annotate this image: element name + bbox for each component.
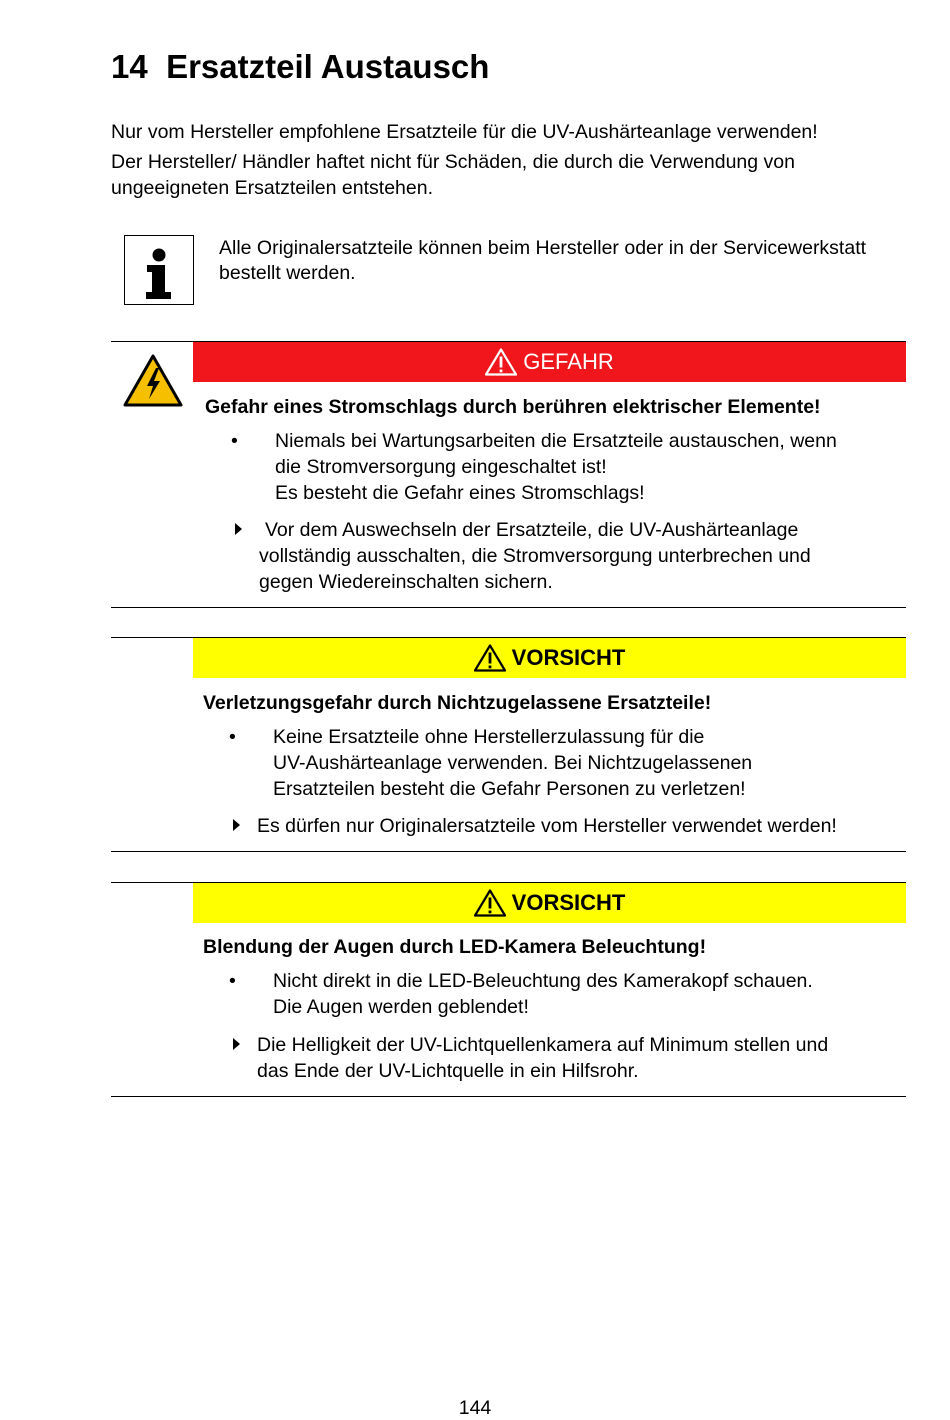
caution2-action-line-1: Die Helligkeit der UV-Lichtquellenkamera auf Minimum stellen und (257, 1034, 829, 1056)
caution1-bullet-line-1: Keine Ersatzteile ohne Herstellerzulassung für die (273, 726, 705, 748)
danger-action-line-1: Vor dem Auswechseln der Ersatzteile, die UV-Aushärteanlage (265, 519, 799, 541)
caution1-bullet-line-2: UV-Aushärteanlage verwenden. Bei Nichtzugelassenen (273, 752, 753, 774)
caution2-bottom-rule (111, 1096, 906, 1097)
caution1-bullet-dot: • (229, 726, 236, 748)
warning-triangle-icon (474, 644, 506, 672)
caution2-signal-word: VORSICHT (511, 890, 626, 915)
intro-line-1: Nur vom Hersteller empfohlene Ersatzteile für die UV-Aushärteanlage verwenden! (111, 121, 818, 143)
chapter-title: Ersatzteil Austausch (166, 48, 490, 85)
danger-bullet-dot: • (231, 430, 238, 452)
caution1-bullet-line-3: Ersatzteilen besteht die Gefahr Personen zu verletzen! (273, 778, 746, 800)
intro-line-2: Der Hersteller/ Händler haftet nicht für Schäden, die durch die Verwendung von ungeeigneten Ersatzteilen entstehen. (111, 151, 795, 199)
caution2-action-arrow-icon (233, 1038, 240, 1050)
caution2-bullet-line-1: Nicht direkt in die LED-Beleuchtung des Kamerakopf schauen. (273, 970, 813, 992)
caution1-signal-word: VORSICHT (511, 645, 626, 670)
caution2-bullet-dot: • (229, 970, 236, 992)
danger-action-arrow-icon (235, 523, 242, 535)
danger-bullet-line-2: die Stromversorgung eingeschaltet ist! (275, 456, 607, 478)
caution1-banner (193, 638, 906, 678)
electric-hazard-icon (123, 354, 183, 412)
caution1-action-arrow-icon (233, 819, 240, 831)
caution1-action-line-1: Es dürfen nur Originalersatzteile vom Hersteller verwendet werden! (257, 815, 837, 837)
caution1-bottom-rule (111, 851, 906, 852)
danger-title: Gefahr eines Stromschlags durch berühren elektrischer Elemente! (205, 396, 821, 418)
warning-triangle-icon (485, 348, 517, 376)
caution2-bullet-line-2: Die Augen werden geblendet! (273, 996, 529, 1018)
chapter-number: 14 (111, 48, 148, 85)
warning-triangle-icon (474, 889, 506, 917)
danger-signal-word: GEFAHR (523, 349, 614, 374)
caution2-action-line-2: das Ende der UV-Lichtquelle in ein Hilfsrohr. (257, 1060, 639, 1082)
danger-action-line-2: vollständig ausschalten, die Stromversorgung unterbrechen und (259, 545, 811, 567)
caution2-banner (193, 883, 906, 923)
danger-action-line-3: gegen Wiedereinschalten sichern. (259, 571, 553, 593)
danger-bottom-rule (111, 607, 906, 608)
info-icon (124, 235, 194, 305)
danger-bullet-line-1: Niemals bei Wartungsarbeiten die Ersatzteile austauschen, wenn (275, 430, 837, 452)
caution2-title: Blendung der Augen durch LED-Kamera Beleuchtung! (203, 936, 707, 958)
info-note-text: Alle Originalersatzteile können beim Hersteller oder in der Servicewerkstatt bestellt werden. (219, 237, 867, 284)
page-number: 144 (458, 1397, 492, 1419)
danger-bullet-line-3: Es besteht die Gefahr eines Stromschlags! (275, 482, 645, 504)
caution1-title: Verletzungsgefahr durch Nichtzugelassene Ersatzteile! (203, 692, 712, 714)
chapter-heading (111, 48, 489, 86)
danger-banner (193, 342, 906, 382)
